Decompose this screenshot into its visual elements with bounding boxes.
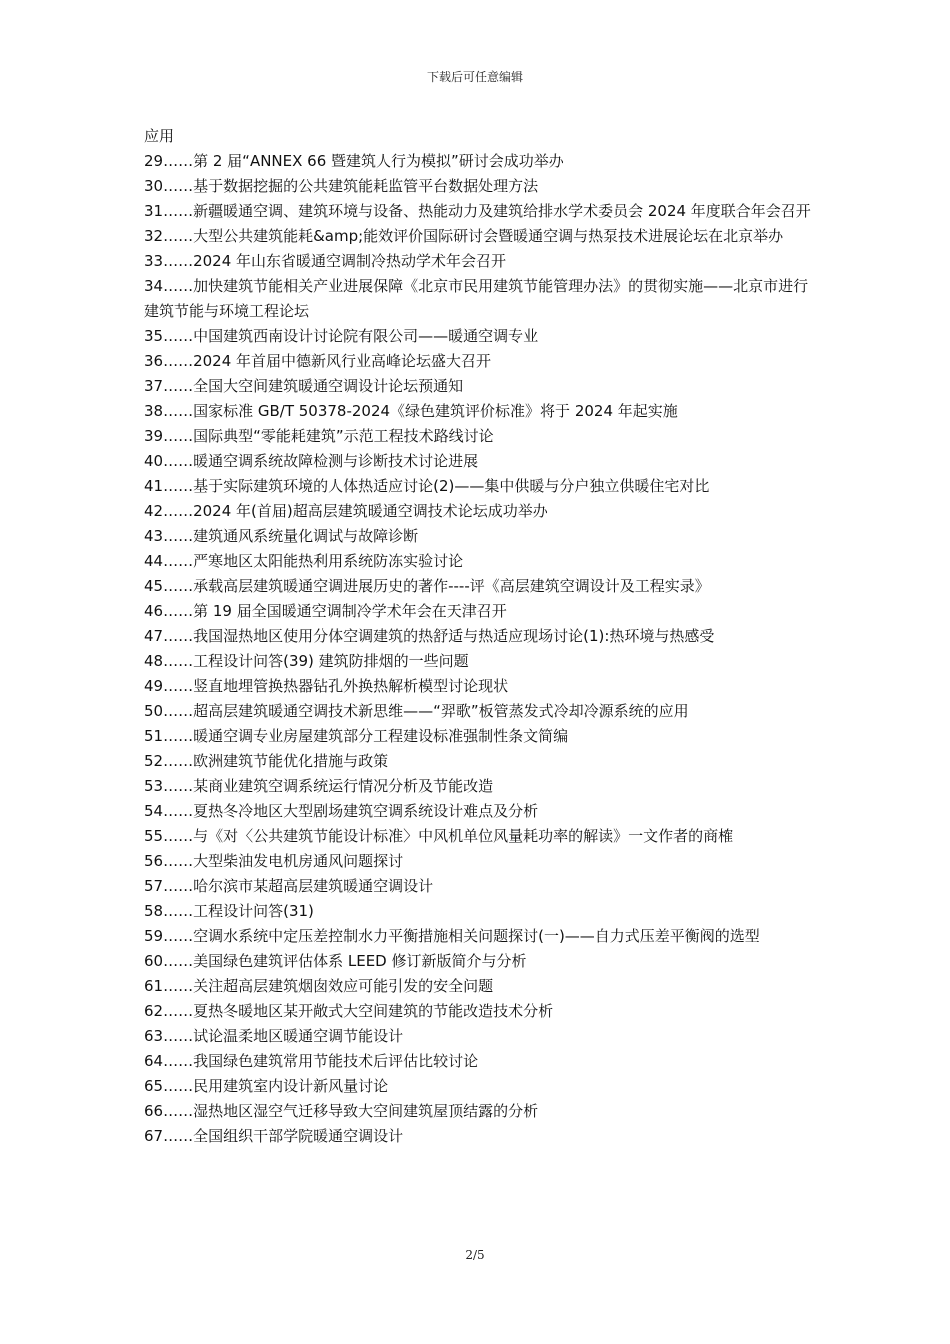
toc-line: 59……空调水系统中定压差控制水力平衡措施相关问题探讨(一)——自力式压差平衡阀的选型	[144, 927, 760, 945]
toc-line: 60……美国绿色建筑评估体系 LEED 修订新版简介与分析	[144, 952, 527, 970]
toc-line: 67……全国组织干部学院暖通空调设计	[144, 1127, 404, 1145]
toc-line: 57……哈尔滨市某超高层建筑暖通空调设计	[144, 877, 434, 895]
toc-line: 62……夏热冬暖地区某开敞式大空间建筑的节能改造技术分析	[144, 1002, 554, 1020]
toc-line: 64……我国绿色建筑常用节能技术后评估比较讨论	[144, 1052, 479, 1070]
toc-line: 38……国家标准 GB/T 50378-2024《绿色建筑评价标准》将于 2024 年起实施	[144, 402, 678, 420]
toc-line: 39……国际典型“零能耗建筑”示范工程技术路线讨论	[144, 427, 494, 445]
toc-line: 48……工程设计问答(39) 建筑防排烟的一些问题	[144, 652, 469, 670]
toc-line: 42……2024 年(首届)超高层建筑暖通空调技术论坛成功举办	[144, 502, 548, 520]
toc-line: 36……2024 年首届中德新风行业高峰论坛盛大召开	[144, 352, 492, 370]
toc-line: 53……某商业建筑空调系统运行情况分析及节能改造	[144, 777, 494, 795]
toc-line: 61……关注超高层建筑烟囱效应可能引发的安全问题	[144, 977, 494, 995]
toc-line: 40……暖通空调系统故障检测与诊断技术讨论进展	[144, 452, 479, 470]
toc-line: 55……与《对〈公共建筑节能设计标准〉中风机单位风量耗功率的解读》一文作者的商榷	[144, 827, 734, 845]
toc-line: 44……严寒地区太阳能热利用系统防冻实验讨论	[144, 552, 464, 570]
toc-line: 47……我国湿热地区使用分体空调建筑的热舒适与热适应现场讨论(1):热环境与热感受	[144, 627, 715, 645]
toc-line: 32……大型公共建筑能耗&amp;能效评价国际研讨会暨暖通空调与热泵技术进展论坛在北京举办	[144, 227, 784, 245]
toc-line: 应用	[144, 127, 175, 145]
page-number: 2/5	[465, 1248, 485, 1262]
toc-line: 52……欧洲建筑节能优化措施与政策	[144, 752, 389, 770]
toc-line: 66……湿热地区湿空气迁移导致大空间建筑屋顶结露的分析	[144, 1102, 539, 1120]
toc-line: 41……基于实际建筑环境的人体热适应讨论(2)——集中供暖与分户独立供暖住宅对比	[144, 477, 710, 495]
toc-line: 43……建筑通风系统量化调试与故障诊断	[144, 527, 419, 545]
toc-line: 46……第 19 届全国暖通空调制冷学术年会在天津召开	[144, 602, 507, 620]
toc-line: 33……2024 年山东省暖通空调制冷热动学术年会召开	[144, 252, 507, 270]
toc-line: 58……工程设计问答(31)	[144, 902, 314, 920]
toc-line: 29……第 2 届“ANNEX 66 暨建筑人行为模拟”研讨会成功举办	[144, 152, 564, 170]
toc-line: 56……大型柴油发电机房通风问题探讨	[144, 852, 404, 870]
toc-line: 49……竖直地埋管换热器钻孔外换热解析模型讨论现状	[144, 677, 509, 695]
toc-line: 35……中国建筑西南设计讨论院有限公司——暖通空调专业	[144, 327, 539, 345]
toc-line: 37……全国大空间建筑暖通空调设计论坛预通知	[144, 377, 464, 395]
toc-line: 31……新疆暖通空调、建筑环境与设备、热能动力及建筑给排水学术委员会 2024 年度联合年会召开	[144, 202, 811, 220]
toc-line: 34……加快建筑节能相关产业进展保障《北京市民用建筑节能管理办法》的贯彻实施——北京市进行建筑节能与环境工程论坛	[144, 277, 809, 320]
toc-list	[144, 124, 812, 1149]
toc-line: 51……暖通空调专业房屋建筑部分工程建设标准强制性条文简编	[144, 727, 569, 745]
toc-line: 54……夏热冬冷地区大型剧场建筑空调系统设计难点及分析	[144, 802, 539, 820]
page-header: 下载后可任意编辑	[426, 70, 523, 84]
toc-line: 65……民用建筑室内设计新风量讨论	[144, 1077, 389, 1095]
toc-line: 45……承载高层建筑暖通空调进展历史的著作----评《高层建筑空调设计及工程实录》	[144, 577, 710, 595]
toc-line: 50……超高层建筑暖通空调技术新思维——“羿歌”板管蒸发式冷却冷源系统的应用	[144, 702, 689, 720]
toc-line: 30……基于数据挖掘的公共建筑能耗监管平台数据处理方法	[144, 177, 539, 195]
toc-line: 63……试论温柔地区暖通空调节能设计	[144, 1027, 404, 1045]
